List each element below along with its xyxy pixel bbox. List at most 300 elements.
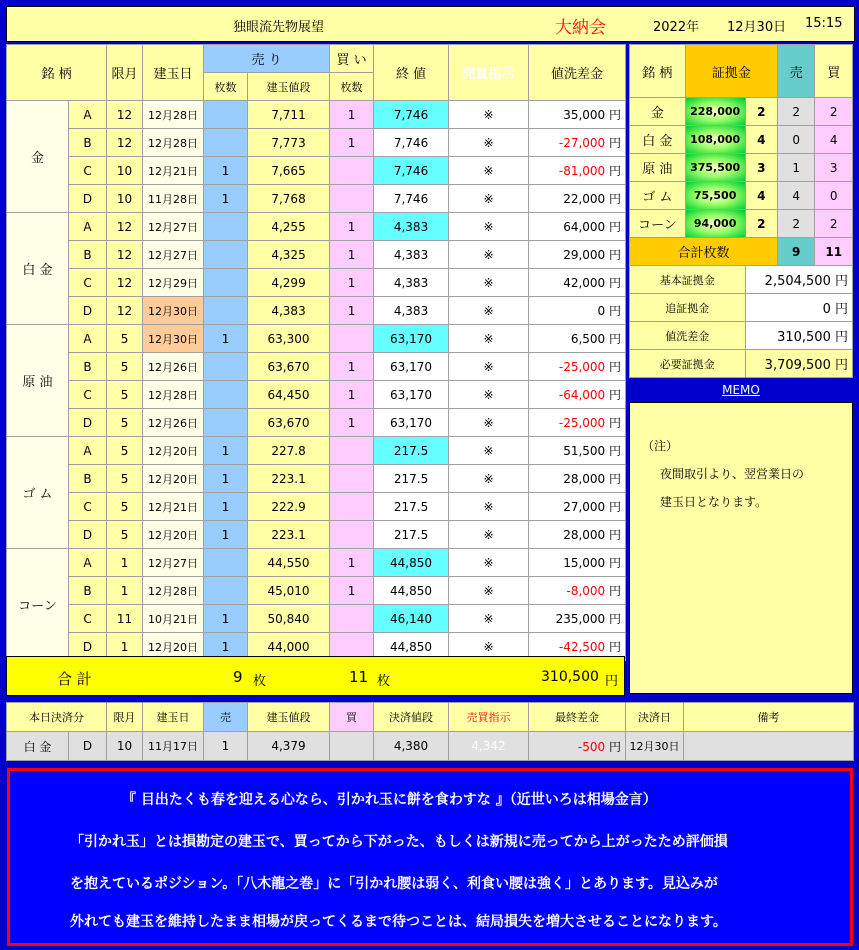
entry-date: 12月29日	[143, 269, 204, 297]
margin-multiplier: 3	[745, 154, 777, 182]
contract-month: 1	[107, 577, 143, 605]
close-price: 217.5	[374, 437, 449, 465]
entry-date: 11月28日	[143, 185, 204, 213]
buy-count	[330, 157, 374, 185]
memo-line-1: （注）	[642, 439, 679, 453]
margin-total-buy: 11	[815, 238, 853, 266]
trade-instruction: ※	[449, 465, 529, 493]
settle-final-unit: 円	[608, 739, 621, 754]
side-header-uri: 売	[777, 45, 815, 98]
summary-value-cell	[745, 266, 852, 294]
entry-price: 7,768	[248, 185, 330, 213]
table-row	[7, 185, 626, 213]
margin-buy: 0	[815, 182, 853, 210]
table-row	[7, 521, 626, 549]
trade-instruction: ※	[449, 577, 529, 605]
margin-multiplier: 4	[745, 126, 777, 154]
contract-month: 10	[107, 185, 143, 213]
table-row	[7, 605, 626, 633]
entry-date: 12月21日	[143, 157, 204, 185]
trade-instruction: ※	[449, 185, 529, 213]
side-header-shokokin: 証拠金	[685, 45, 777, 98]
table-row	[7, 241, 626, 269]
pnl-cell	[529, 129, 626, 157]
close-price: 44,850	[374, 549, 449, 577]
total-row	[6, 656, 625, 696]
entry-price: 44,000	[248, 633, 330, 661]
entry-price: 222.9	[248, 493, 330, 521]
commodity-name: コーン	[7, 549, 69, 661]
sell-count: 1	[204, 185, 248, 213]
pnl-unit: 円	[609, 528, 622, 542]
pnl-value: 27,000	[563, 500, 606, 514]
entry-price: 4,255	[248, 213, 330, 241]
table-row	[7, 213, 626, 241]
sell-count: 1	[204, 465, 248, 493]
trade-instruction: ※	[449, 297, 529, 325]
margin-buy: 3	[815, 154, 853, 182]
pnl-cell	[529, 465, 626, 493]
table-row	[7, 409, 626, 437]
table-row	[7, 129, 626, 157]
settle-price: 4,379	[248, 732, 330, 761]
contract-month: 5	[107, 493, 143, 521]
close-price: 63,170	[374, 409, 449, 437]
entry-date: 12月27日	[143, 213, 204, 241]
pnl-cell	[529, 605, 626, 633]
entry-date: 10月21日	[143, 605, 204, 633]
entry-price: 223.1	[248, 521, 330, 549]
sell-count: 1	[204, 493, 248, 521]
contract-letter: A	[69, 437, 107, 465]
sell-count	[204, 409, 248, 437]
entry-price: 63,300	[248, 325, 330, 353]
sell-count: 1	[204, 325, 248, 353]
contract-letter: A	[69, 325, 107, 353]
pnl-cell	[529, 241, 626, 269]
pnl-cell	[529, 381, 626, 409]
contract-month: 1	[107, 549, 143, 577]
contract-month: 5	[107, 521, 143, 549]
margin-commodity: 原 油	[630, 154, 686, 182]
pnl-unit: 円	[609, 416, 622, 430]
close-price: 4,383	[374, 297, 449, 325]
entry-date: 12月26日	[143, 353, 204, 381]
sell-count	[204, 213, 248, 241]
contract-month: 5	[107, 409, 143, 437]
header-owarine: 終 値	[374, 45, 449, 101]
settle-sell: 1	[204, 732, 248, 761]
sell-count	[204, 353, 248, 381]
table-row	[7, 353, 626, 381]
pnl-cell	[529, 185, 626, 213]
pnl-unit: 円	[609, 276, 622, 290]
entry-price: 4,383	[248, 297, 330, 325]
settle-h-instr: 売買指示	[449, 703, 529, 732]
header-gengetsu: 限月	[107, 45, 143, 101]
buy-count: 1	[330, 269, 374, 297]
summary-row	[630, 294, 853, 322]
pnl-value: -27,000	[558, 136, 606, 150]
trade-instruction: ※	[449, 213, 529, 241]
total-buy-unit: 枚	[377, 674, 391, 689]
pnl-value: 42,000	[563, 276, 606, 290]
settle-settle-price: 4,380	[374, 732, 449, 761]
date-label: 12月30日	[727, 20, 787, 35]
pnl-value: -81,000	[558, 164, 606, 178]
contract-letter: B	[69, 353, 107, 381]
contract-month: 12	[107, 101, 143, 129]
buy-count: 1	[330, 101, 374, 129]
sell-count: 1	[204, 633, 248, 661]
side-header-meigara: 銘 柄	[630, 45, 686, 98]
contract-letter: D	[69, 409, 107, 437]
entry-price: 4,299	[248, 269, 330, 297]
pnl-unit: 円	[609, 220, 622, 234]
entry-price: 4,325	[248, 241, 330, 269]
header-row-1	[7, 45, 626, 73]
close-price: 7,746	[374, 101, 449, 129]
entry-date: 12月20日	[143, 437, 204, 465]
table-row	[7, 493, 626, 521]
pnl-unit: 円	[609, 444, 622, 458]
settlement-row	[7, 732, 854, 761]
table-row	[7, 381, 626, 409]
close-price: 44,850	[374, 633, 449, 661]
close-price: 217.5	[374, 465, 449, 493]
close-price: 7,746	[374, 185, 449, 213]
memo-link[interactable]: MEMO	[629, 379, 853, 401]
pnl-value: 51,500	[563, 444, 606, 458]
entry-price: 63,670	[248, 353, 330, 381]
pnl-value: -42,500	[558, 640, 606, 654]
total-label: 合 計	[57, 670, 92, 688]
contract-letter: D	[69, 633, 107, 661]
pnl-unit: 円	[609, 136, 622, 150]
summary-value: 310,500	[777, 330, 831, 345]
pnl-value: 64,000	[563, 220, 606, 234]
pnl-value: 22,000	[563, 192, 606, 206]
pnl-cell	[529, 353, 626, 381]
margin-row	[630, 210, 853, 238]
contract-month: 1	[107, 633, 143, 661]
pnl-value: -8,000	[566, 584, 606, 598]
entry-date: 12月28日	[143, 129, 204, 157]
sell-count: 1	[204, 605, 248, 633]
close-price: 7,746	[374, 129, 449, 157]
contract-month: 12	[107, 129, 143, 157]
header-uri: 売 り	[204, 45, 330, 73]
entry-price: 223.1	[248, 465, 330, 493]
contract-letter: C	[69, 157, 107, 185]
contract-month: 5	[107, 353, 143, 381]
close-price: 46,140	[374, 605, 449, 633]
settle-h-price: 建玉値段	[248, 703, 330, 732]
title-bar	[6, 6, 855, 42]
summary-row	[630, 322, 853, 350]
message-box	[7, 768, 853, 946]
pnl-unit: 円	[609, 360, 622, 374]
summary-unit: 円	[834, 330, 848, 345]
contract-month: 5	[107, 381, 143, 409]
settle-final-value: -500	[577, 739, 606, 754]
pnl-unit: 円	[609, 304, 622, 318]
entry-price: 63,670	[248, 409, 330, 437]
margin-sell: 2	[777, 98, 815, 126]
year-label: 2022年	[653, 20, 700, 35]
summary-value: 2,504,500	[764, 274, 831, 289]
margin-sell: 2	[777, 210, 815, 238]
entry-date: 12月27日	[143, 241, 204, 269]
contract-letter: B	[69, 129, 107, 157]
margin-total-sell: 9	[777, 238, 815, 266]
settle-h-buy: 買	[330, 703, 374, 732]
close-price: 217.5	[374, 521, 449, 549]
buy-count	[330, 605, 374, 633]
pnl-cell	[529, 101, 626, 129]
header-meigara: 銘 柄	[7, 45, 107, 101]
pnl-unit: 円	[609, 108, 622, 122]
message-line-3: を抱えているポジション。「八木龍之巻」に「引かれ腰は弱く、利食い腰は強く」とあります。見込みが	[70, 876, 718, 892]
entry-date: 12月28日	[143, 577, 204, 605]
pnl-cell	[529, 409, 626, 437]
settle-name: 白 金	[7, 732, 69, 761]
margin-commodity: 白 金	[630, 126, 686, 154]
pnl-cell	[529, 493, 626, 521]
settle-final-diff	[529, 732, 626, 761]
pnl-cell	[529, 437, 626, 465]
entry-price: 64,450	[248, 381, 330, 409]
total-sell-unit: 枚	[253, 674, 267, 689]
pnl-value: -64,000	[558, 388, 606, 402]
entry-price: 7,773	[248, 129, 330, 157]
pnl-value: -25,000	[558, 360, 606, 374]
pnl-unit: 円	[609, 612, 622, 626]
margin-amount: 228,000	[685, 98, 745, 126]
pnl-unit: 円	[609, 640, 622, 654]
trade-instruction: ※	[449, 353, 529, 381]
entry-price: 7,711	[248, 101, 330, 129]
buy-count: 1	[330, 129, 374, 157]
header-tategyokubi: 建玉日	[143, 45, 204, 101]
margin-amount: 108,000	[685, 126, 745, 154]
margin-commodity: 金	[630, 98, 686, 126]
table-row	[7, 157, 626, 185]
pnl-cell	[529, 325, 626, 353]
buy-count: 1	[330, 577, 374, 605]
settle-note	[684, 732, 854, 761]
close-price: 4,383	[374, 241, 449, 269]
total-diff: 310,500	[541, 669, 599, 685]
header-nearai-sagaku: 値洗差金	[529, 45, 626, 101]
close-price: 4,383	[374, 269, 449, 297]
buy-count	[330, 325, 374, 353]
buy-count	[330, 493, 374, 521]
buy-count	[330, 465, 374, 493]
entry-date: 12月26日	[143, 409, 204, 437]
entry-date: 12月20日	[143, 465, 204, 493]
sell-count	[204, 129, 248, 157]
contract-month: 12	[107, 213, 143, 241]
summary-label: 必要証拠金	[630, 350, 746, 378]
buy-count: 1	[330, 213, 374, 241]
commodity-name: 原 油	[7, 325, 69, 437]
memo-line-3: 建玉日となります。	[660, 495, 768, 509]
pnl-value: 28,000	[563, 528, 606, 542]
buy-count	[330, 185, 374, 213]
summary-unit: 円	[834, 302, 848, 317]
entry-price: 227.8	[248, 437, 330, 465]
sell-count	[204, 381, 248, 409]
sell-count	[204, 297, 248, 325]
sell-count: 1	[204, 521, 248, 549]
pnl-unit: 円	[609, 472, 622, 486]
summary-value-cell	[745, 322, 852, 350]
buy-count: 1	[330, 549, 374, 577]
table-row	[7, 269, 626, 297]
contract-month: 11	[107, 605, 143, 633]
margin-row	[630, 182, 853, 210]
summary-label: 追証拠金	[630, 294, 746, 322]
contract-month: 10	[107, 157, 143, 185]
pnl-value: -25,000	[558, 416, 606, 430]
buy-count	[330, 437, 374, 465]
contract-month: 5	[107, 325, 143, 353]
commodity-name: ゴ ム	[7, 437, 69, 549]
margin-commodity: コーン	[630, 210, 686, 238]
margin-sell: 4	[777, 182, 815, 210]
trade-instruction: ※	[449, 381, 529, 409]
trade-instruction: ※	[449, 633, 529, 661]
total-sell-count: 9	[233, 668, 243, 686]
close-price: 4,383	[374, 213, 449, 241]
trade-instruction: ※	[449, 269, 529, 297]
summary-value-cell	[745, 294, 852, 322]
entry-date: 12月27日	[143, 549, 204, 577]
summary-label: 値洗差金	[630, 322, 746, 350]
trade-instruction: ※	[449, 157, 529, 185]
margin-sell: 0	[777, 126, 815, 154]
margin-row	[630, 126, 853, 154]
settle-h-sell: 売	[204, 703, 248, 732]
pnl-value: 28,000	[563, 472, 606, 486]
entry-price: 45,010	[248, 577, 330, 605]
pnl-cell	[529, 549, 626, 577]
margin-buy: 4	[815, 126, 853, 154]
total-diff-unit: 円	[605, 674, 619, 689]
header-sell-maisu: 枚数	[204, 73, 248, 101]
pnl-value: 29,000	[563, 248, 606, 262]
settle-h-settle-price: 決済値段	[374, 703, 449, 732]
contract-month: 12	[107, 241, 143, 269]
settle-h-settle-date: 決済日	[626, 703, 684, 732]
pnl-cell	[529, 577, 626, 605]
summary-label: 基本証拠金	[630, 266, 746, 294]
page-title: 独眼流先物展望	[233, 20, 325, 35]
sell-count: 1	[204, 437, 248, 465]
entry-price: 44,550	[248, 549, 330, 577]
margin-buy: 2	[815, 98, 853, 126]
sell-count	[204, 577, 248, 605]
margin-table	[629, 44, 853, 378]
message-line-2: 「引かれ玉」とは損勘定の建玉で、買ってから下がった、もしくは新規に売ってから上がったため評価損	[70, 834, 728, 850]
pnl-cell	[529, 157, 626, 185]
table-row	[7, 577, 626, 605]
pnl-value: 235,000	[555, 612, 606, 626]
sell-buy-instruction-button[interactable]: 売買指示	[449, 45, 529, 101]
margin-buy: 2	[815, 210, 853, 238]
margin-amount: 375,500	[685, 154, 745, 182]
contract-month: 12	[107, 269, 143, 297]
sell-count	[204, 269, 248, 297]
summary-row	[630, 350, 853, 378]
contract-letter: B	[69, 577, 107, 605]
settlement-table	[6, 702, 854, 761]
message-line-1: 『 目出たくも春を迎える心なら、引かれ玉に餅を食わすな 』（近世いろは相場金言）	[122, 792, 657, 808]
time-label: 15:15	[805, 16, 843, 31]
sell-count	[204, 101, 248, 129]
total-buy-count: 11	[349, 668, 369, 686]
memo-line-2: 夜間取引より、翌営業日の	[660, 467, 805, 481]
table-row	[7, 101, 626, 129]
pnl-cell	[529, 269, 626, 297]
table-row	[7, 549, 626, 577]
summary-value-cell	[745, 350, 852, 378]
entry-date: 12月30日	[143, 297, 204, 325]
pnl-cell	[529, 521, 626, 549]
entry-price: 50,840	[248, 605, 330, 633]
entry-date: 12月28日	[143, 101, 204, 129]
commodity-name: 金	[7, 101, 69, 213]
trade-instruction: ※	[449, 325, 529, 353]
pnl-value: 0	[597, 304, 606, 318]
contract-letter: A	[69, 549, 107, 577]
buy-count: 1	[330, 409, 374, 437]
contract-letter: C	[69, 269, 107, 297]
side-header-row	[630, 45, 853, 98]
entry-date: 12月21日	[143, 493, 204, 521]
contract-month: 5	[107, 437, 143, 465]
close-price: 217.5	[374, 493, 449, 521]
buy-count: 1	[330, 353, 374, 381]
margin-sell: 1	[777, 154, 815, 182]
trade-instruction: ※	[449, 409, 529, 437]
trade-instruction: ※	[449, 241, 529, 269]
settlement-header-row	[7, 703, 854, 732]
brand-label: 大納会	[555, 18, 606, 38]
settle-h-name: 本日決済分	[7, 703, 107, 732]
margin-amount: 94,000	[685, 210, 745, 238]
margin-commodity: ゴ ム	[630, 182, 686, 210]
pnl-unit: 円	[609, 164, 622, 178]
settle-date: 11月17日	[143, 732, 204, 761]
margin-multiplier: 4	[745, 182, 777, 210]
sell-count	[204, 549, 248, 577]
settle-h-month: 限月	[107, 703, 143, 732]
margin-total-label: 合計枚数	[630, 238, 778, 266]
summary-unit: 円	[834, 274, 848, 289]
pnl-unit: 円	[609, 248, 622, 262]
buy-count	[330, 521, 374, 549]
close-price: 63,170	[374, 381, 449, 409]
pnl-unit: 円	[609, 388, 622, 402]
sell-count: 1	[204, 157, 248, 185]
header-kai: 買 い	[330, 45, 374, 73]
contract-letter: D	[69, 521, 107, 549]
trade-instruction: ※	[449, 521, 529, 549]
pnl-unit: 円	[609, 500, 622, 514]
pnl-cell	[529, 297, 626, 325]
